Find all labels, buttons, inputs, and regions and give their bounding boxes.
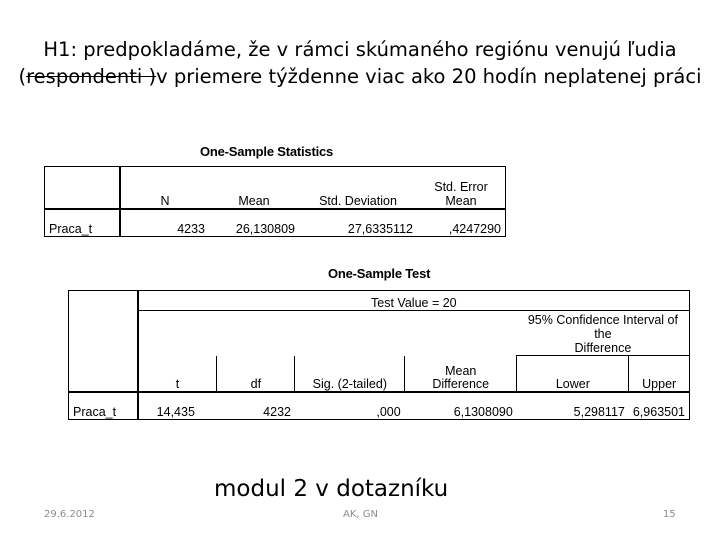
stats-header-std-error-line2: Mean bbox=[445, 193, 477, 208]
footer-page-number: 15 bbox=[663, 509, 676, 520]
stats-value-std-error-mean: ,4247290 bbox=[417, 209, 506, 237]
test-value-t: 14,435 bbox=[138, 392, 217, 420]
stats-header-n: N bbox=[120, 167, 209, 209]
stats-value-mean: 26,130809 bbox=[209, 209, 299, 237]
test-header-md-line1: Mean bbox=[445, 363, 477, 378]
title-open-paren: ( bbox=[18, 65, 27, 88]
test-value-lower: 5,298117 bbox=[517, 392, 629, 420]
stats-value-std-deviation: 27,6335112 bbox=[299, 209, 417, 237]
test-heading: One-Sample Test bbox=[328, 266, 431, 281]
test-row-praca-t bbox=[69, 392, 690, 420]
title-line-1: H1: predpokladáme, že v rámci skúmaného regiónu venujú ľudia bbox=[43, 38, 677, 61]
footer-author: AK, GN bbox=[343, 509, 378, 520]
test-value-row bbox=[69, 291, 690, 311]
test-header-sig: Sig. (2-tailed) bbox=[295, 356, 405, 392]
stats-value-n: 4233 bbox=[120, 209, 209, 237]
test-ci-row bbox=[69, 311, 690, 356]
test-header-lower: Lower bbox=[517, 356, 629, 392]
stats-header-std-error-mean bbox=[417, 167, 506, 209]
stats-corner-cell bbox=[45, 167, 121, 209]
test-value-upper: 6,963501 bbox=[629, 392, 690, 420]
test-header-md-line2: Difference bbox=[432, 376, 490, 391]
test-corner-cell bbox=[69, 291, 138, 392]
test-header-upper: Upper bbox=[629, 356, 690, 392]
one-sample-statistics-table bbox=[44, 166, 506, 237]
test-header-df: df bbox=[217, 356, 295, 392]
stats-row-label: Praca_t bbox=[45, 209, 121, 237]
stats-row-praca-t bbox=[45, 209, 506, 237]
title-strikethrough: respondenti ) bbox=[26, 65, 157, 88]
test-ci-line2: Difference bbox=[574, 341, 632, 355]
footer-date: 29.6.2012 bbox=[44, 509, 95, 520]
one-sample-test-table bbox=[68, 290, 690, 420]
slide-title bbox=[10, 36, 710, 90]
test-header-t: t bbox=[138, 356, 217, 392]
stats-header-row bbox=[45, 167, 506, 209]
stats-header-std-deviation: Std. Deviation bbox=[299, 167, 417, 209]
modul-caption: modul 2 v dotazníku bbox=[214, 476, 449, 502]
test-value-sig: ,000 bbox=[295, 392, 405, 420]
test-ci-spacer bbox=[138, 311, 517, 356]
test-header-mean-difference bbox=[405, 356, 517, 392]
title-line-2-rest: v priemere týždenne viac ako 20 hodín neplatenej práci bbox=[156, 65, 702, 88]
test-ci-header bbox=[517, 311, 690, 356]
test-value-df: 4232 bbox=[217, 392, 295, 420]
test-value-mean-difference: 6,1308090 bbox=[405, 392, 517, 420]
stats-heading: One-Sample Statistics bbox=[200, 144, 334, 159]
title-line-2 bbox=[10, 63, 710, 90]
stats-header-std-error-line1: Std. Error bbox=[434, 179, 488, 194]
stats-header-mean: Mean bbox=[209, 167, 299, 209]
test-header-row bbox=[69, 356, 690, 392]
test-row-label: Praca_t bbox=[69, 392, 138, 420]
test-value-label: Test Value = 20 bbox=[138, 291, 690, 311]
test-ci-line1: 95% Confidence Interval of the bbox=[527, 313, 678, 341]
